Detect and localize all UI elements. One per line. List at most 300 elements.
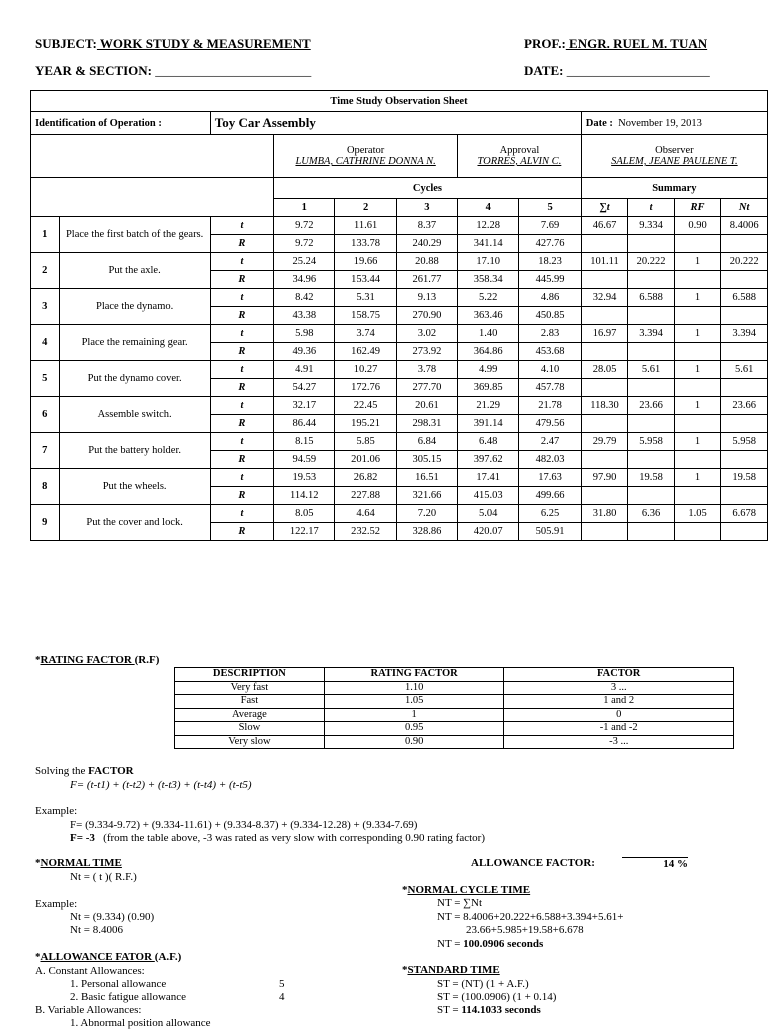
sheet-date-cell	[581, 112, 767, 135]
t-value: 19.66	[335, 253, 396, 271]
r-value: 321.66	[396, 487, 457, 505]
summary-empty	[721, 415, 768, 433]
t-value: 7.69	[519, 217, 581, 235]
solving-label: Solving the	[35, 765, 89, 777]
rf-cell: -3 ...	[504, 735, 734, 749]
rf-cell: 1.10	[324, 681, 504, 695]
factor-result-note: (from the table above, -3 was rated as very slow with corresponding 0.90 rating factor)	[103, 832, 485, 844]
r-value: 277.70	[396, 379, 457, 397]
r-value: 162.49	[335, 343, 396, 361]
observer-name: SALEM, JEANE PAULENE T.	[611, 156, 738, 167]
standard-time-total: 114.1033 seconds	[461, 1004, 541, 1016]
t-value: 2.47	[519, 433, 581, 451]
r-value: 114.12	[274, 487, 335, 505]
rf-cell: Fast	[175, 695, 325, 709]
normal-time-line1: Nt = (9.334) (0.90)	[70, 911, 155, 923]
r-value: 364.86	[458, 343, 519, 361]
summary-value: 28.05	[581, 361, 628, 379]
r-value: 270.90	[396, 307, 457, 325]
rating-title: RATING FACTOR	[40, 654, 135, 666]
summary-value: 19.58	[721, 469, 768, 487]
t-value: 25.24	[274, 253, 335, 271]
r-row-label: R	[210, 451, 273, 469]
approval-cell	[458, 135, 582, 178]
t-value: 8.37	[396, 217, 457, 235]
summary-value: 23.66	[628, 397, 675, 415]
normal-time-example-label: Example:	[35, 898, 78, 910]
rf-cell: Average	[175, 708, 325, 722]
t-value: 21.78	[519, 397, 581, 415]
element-number: 8	[31, 469, 60, 505]
operation-name: Toy Car Assembly	[210, 112, 581, 135]
t-value: 5.04	[458, 505, 519, 523]
element-number: 5	[31, 361, 60, 397]
t-value: 2.83	[519, 325, 581, 343]
r-value: 391.14	[458, 415, 519, 433]
r-row-label: R	[210, 343, 273, 361]
table-row	[31, 433, 768, 451]
normal-time-prefix: *	[35, 857, 41, 869]
rf-header: RATING FACTOR	[324, 668, 504, 682]
t-value: 4.64	[335, 505, 396, 523]
element-description: Put the dynamo cover.	[59, 361, 210, 397]
r-value: 305.15	[396, 451, 457, 469]
r-value: 363.46	[458, 307, 519, 325]
r-row-label: R	[210, 307, 273, 325]
summary-value: 6.36	[628, 505, 675, 523]
summary-value: 3.394	[628, 325, 675, 343]
summary-value: 32.94	[581, 289, 628, 307]
r-value: 457.78	[519, 379, 581, 397]
r-value: 43.38	[274, 307, 335, 325]
summary-empty	[581, 379, 628, 397]
r-row-label: R	[210, 271, 273, 289]
r-value: 415.03	[458, 487, 519, 505]
element-description: Place the dynamo.	[59, 289, 210, 325]
rf-header: DESCRIPTION	[175, 668, 325, 682]
summary-value: 46.67	[581, 217, 628, 235]
rf-cell: Very slow	[175, 735, 325, 749]
summary-label: Summary	[581, 178, 767, 199]
t-value: 8.05	[274, 505, 335, 523]
summary-value: 5.958	[628, 433, 675, 451]
blank-cell	[31, 135, 274, 178]
prof-label: PROF.:	[524, 36, 566, 51]
summary-value: 6.588	[721, 289, 768, 307]
standard-time-line1: ST = (NT) (1 + A.F.)	[437, 978, 529, 990]
rf-cell: Slow	[175, 722, 325, 736]
rf-cell: 3 ...	[504, 681, 734, 695]
rating-factor-table	[174, 667, 734, 749]
summary-value: 101.11	[581, 253, 628, 271]
summary-empty	[581, 523, 628, 541]
t-row-label: t	[210, 253, 273, 271]
table-row	[175, 681, 734, 695]
t-value: 9.13	[396, 289, 457, 307]
element-number: 3	[31, 289, 60, 325]
table-row	[31, 253, 768, 271]
constant-allowances-label: A. Constant Allowances:	[35, 965, 145, 977]
summary-value: 6.588	[628, 289, 675, 307]
r-value: 328.86	[396, 523, 457, 541]
normal-cycle-line4-prefix: NT =	[437, 938, 464, 950]
t-value: 4.99	[458, 361, 519, 379]
normal-cycle-title: NORMAL CYCLE TIME	[407, 884, 531, 896]
solving-bold: FACTOR	[88, 765, 134, 777]
summary-empty	[628, 307, 675, 325]
allowance-item-value: 4	[279, 991, 285, 1003]
t-value: 6.48	[458, 433, 519, 451]
summary-value: 9.334	[628, 217, 675, 235]
rf-cell: 0	[504, 708, 734, 722]
summary-header: Nt	[721, 199, 768, 217]
approval-name: TORRES, ALVIN C.	[477, 156, 562, 167]
rf-cell: 0.95	[324, 722, 504, 736]
r-value: 397.62	[458, 451, 519, 469]
summary-value: 1	[674, 325, 721, 343]
table-row	[175, 708, 734, 722]
summary-value: 31.80	[581, 505, 628, 523]
summary-value: 1	[674, 397, 721, 415]
t-value: 7.20	[396, 505, 457, 523]
normal-time-formula: Nt = ( t )( R.F.)	[70, 871, 137, 883]
approval-label: Approval	[499, 145, 540, 156]
summary-empty	[628, 523, 675, 541]
t-value: 8.15	[274, 433, 335, 451]
year-section-blank: ________________________	[155, 63, 312, 78]
factor-example-label: Example:	[35, 805, 78, 817]
rf-cell: 0.90	[324, 735, 504, 749]
t-row-label: t	[210, 397, 273, 415]
t-value: 20.61	[396, 397, 457, 415]
r-value: 427.76	[519, 235, 581, 253]
sheet-title: Time Study Observation Sheet	[31, 91, 768, 112]
summary-value: 97.90	[581, 469, 628, 487]
table-row	[31, 361, 768, 379]
summary-empty	[674, 271, 721, 289]
allowance-suffix: (A.F.)	[154, 951, 182, 963]
summary-value: 5.61	[628, 361, 675, 379]
rf-header: FACTOR	[504, 668, 734, 682]
summary-empty	[674, 307, 721, 325]
solving-factor-line	[35, 765, 134, 777]
summary-empty	[628, 415, 675, 433]
cycle-number: 1	[274, 199, 335, 217]
t-value: 6.84	[396, 433, 457, 451]
t-value: 10.27	[335, 361, 396, 379]
summary-value: 3.394	[721, 325, 768, 343]
t-value: 4.86	[519, 289, 581, 307]
summary-value: 6.678	[721, 505, 768, 523]
summary-empty	[674, 451, 721, 469]
date-blank: ______________________	[566, 63, 710, 78]
element-description: Put the axle.	[59, 253, 210, 289]
summary-empty	[721, 487, 768, 505]
summary-empty	[721, 343, 768, 361]
normal-cycle-line3: 23.66+5.985+19.58+6.678	[466, 924, 584, 936]
element-number: 6	[31, 397, 60, 433]
allowance-factor-value: 14 %	[622, 857, 688, 870]
r-row-label: R	[210, 487, 273, 505]
subject-label: SUBJECT:	[35, 36, 97, 51]
standard-time-line3	[437, 1004, 541, 1016]
element-description: Put the battery holder.	[59, 433, 210, 469]
r-value: 86.44	[274, 415, 335, 433]
summary-empty	[628, 235, 675, 253]
summary-empty	[628, 451, 675, 469]
blank-cell	[31, 178, 274, 217]
summary-value: 0.90	[674, 217, 721, 235]
summary-value: 16.97	[581, 325, 628, 343]
summary-empty	[721, 523, 768, 541]
summary-header: ∑t	[581, 199, 628, 217]
standard-time-line2: ST = (100.0906) (1 + 0.14)	[437, 991, 557, 1003]
r-value: 133.78	[335, 235, 396, 253]
year-section-label: YEAR & SECTION:	[35, 63, 153, 78]
observation-rows	[31, 217, 768, 541]
rf-cell: 1	[324, 708, 504, 722]
observer-cell	[581, 135, 767, 178]
normal-cycle-prefix: *	[402, 884, 408, 896]
summary-empty	[674, 235, 721, 253]
r-row-label: R	[210, 523, 273, 541]
r-row-label: R	[210, 379, 273, 397]
rf-cell: Very fast	[175, 681, 325, 695]
r-value: 195.21	[335, 415, 396, 433]
rf-cell: 1 and 2	[504, 695, 734, 709]
element-description: Place the remaining gear.	[59, 325, 210, 361]
table-row	[31, 217, 768, 235]
normal-cycle-heading	[402, 884, 530, 896]
t-value: 3.78	[396, 361, 457, 379]
t-row-label: t	[210, 325, 273, 343]
rating-rows	[175, 681, 734, 749]
t-value: 9.72	[274, 217, 335, 235]
summary-value: 19.58	[628, 469, 675, 487]
rating-prefix: *	[35, 654, 41, 666]
summary-value: 23.66	[721, 397, 768, 415]
operator-label: Operator	[346, 145, 385, 156]
r-value: 232.52	[335, 523, 396, 541]
t-value: 16.51	[396, 469, 457, 487]
r-value: 453.68	[519, 343, 581, 361]
prof-line	[524, 36, 707, 52]
summary-header: t	[628, 199, 675, 217]
summary-empty	[581, 451, 628, 469]
t-value: 17.41	[458, 469, 519, 487]
factor-example-line: F= (9.334-9.72) + (9.334-11.61) + (9.334-8.37) + (9.334-12.28) + (9.334-7.69)	[70, 819, 418, 831]
element-number: 2	[31, 253, 60, 289]
summary-empty	[721, 235, 768, 253]
t-value: 4.91	[274, 361, 335, 379]
element-number: 4	[31, 325, 60, 361]
r-value: 9.72	[274, 235, 335, 253]
t-value: 26.82	[335, 469, 396, 487]
r-value: 479.56	[519, 415, 581, 433]
operator-cell	[274, 135, 458, 178]
standard-time-title: STANDARD TIME	[407, 964, 500, 976]
t-row-label: t	[210, 361, 273, 379]
table-row	[31, 289, 768, 307]
r-value: 369.85	[458, 379, 519, 397]
date-line	[524, 63, 710, 79]
factor-result: F= -3	[70, 832, 95, 844]
r-value: 201.06	[335, 451, 396, 469]
cycle-number: 2	[335, 199, 396, 217]
r-value: 240.29	[396, 235, 457, 253]
table-row	[175, 695, 734, 709]
allowance-item-value: 5	[279, 978, 285, 990]
r-value: 499.66	[519, 487, 581, 505]
t-value: 20.88	[396, 253, 457, 271]
t-row-label: t	[210, 505, 273, 523]
cycles-label: Cycles	[274, 178, 582, 199]
normal-time-title: NORMAL TIME	[40, 857, 122, 869]
r-value: 273.92	[396, 343, 457, 361]
standard-time-line3-prefix: ST =	[437, 1004, 462, 1016]
normal-time-line2: Nt = 8.4006	[70, 924, 123, 936]
summary-value: 29.79	[581, 433, 628, 451]
summary-empty	[628, 487, 675, 505]
rating-suffix: (R.F)	[134, 654, 160, 666]
summary-value: 1	[674, 289, 721, 307]
t-value: 3.02	[396, 325, 457, 343]
operator-name: LUMBA, CATHRINE DONNA N.	[295, 156, 436, 167]
t-value: 12.28	[458, 217, 519, 235]
r-row-label: R	[210, 415, 273, 433]
cycle-number: 5	[519, 199, 581, 217]
t-value: 19.53	[274, 469, 335, 487]
r-value: 54.27	[274, 379, 335, 397]
observer-label: Observer	[655, 145, 694, 156]
subject-value: WORK STUDY & MEASUREMENT	[96, 36, 311, 51]
rf-cell: 1.05	[324, 695, 504, 709]
table-row	[31, 325, 768, 343]
element-description: Assemble switch.	[59, 397, 210, 433]
summary-empty	[628, 271, 675, 289]
operation-id-label: Identification of Operation :	[31, 112, 211, 135]
r-value: 153.44	[335, 271, 396, 289]
r-value: 122.17	[274, 523, 335, 541]
summary-value: 1	[674, 433, 721, 451]
t-value: 6.25	[519, 505, 581, 523]
element-number: 9	[31, 505, 60, 541]
summary-empty	[721, 379, 768, 397]
sheet-date-value: November 19, 2013	[618, 117, 702, 129]
r-value: 505.91	[519, 523, 581, 541]
rf-cell: -1 and -2	[504, 722, 734, 736]
factor-formula: F= (t-t1) + (t-t2) + (t-t3) + (t-t4) + (t-t5)	[70, 779, 252, 791]
table-row	[31, 505, 768, 523]
t-value: 5.22	[458, 289, 519, 307]
summary-value: 1	[674, 361, 721, 379]
t-value: 18.23	[519, 253, 581, 271]
summary-empty	[628, 379, 675, 397]
summary-empty	[721, 451, 768, 469]
cycle-number: 4	[458, 199, 519, 217]
r-value: 158.75	[335, 307, 396, 325]
t-value: 5.31	[335, 289, 396, 307]
r-value: 420.07	[458, 523, 519, 541]
r-value: 227.88	[335, 487, 396, 505]
summary-empty	[721, 307, 768, 325]
summary-empty	[581, 235, 628, 253]
t-value: 17.63	[519, 469, 581, 487]
variable-allowance-item: 1. Abnormal position allowance	[70, 1017, 211, 1029]
t-value: 4.10	[519, 361, 581, 379]
year-section-line	[35, 63, 311, 79]
allowance-heading	[35, 951, 181, 963]
allowance-prefix: *	[35, 951, 41, 963]
r-value: 450.85	[519, 307, 581, 325]
cycle-number: 3	[396, 199, 457, 217]
summary-value: 1.05	[674, 505, 721, 523]
summary-value: 1	[674, 469, 721, 487]
summary-empty	[581, 343, 628, 361]
t-row-label: t	[210, 289, 273, 307]
r-value: 358.34	[458, 271, 519, 289]
table-row	[31, 397, 768, 415]
t-value: 1.40	[458, 325, 519, 343]
summary-empty	[674, 343, 721, 361]
date-label: DATE:	[524, 63, 564, 78]
sheet-date-label: Date :	[585, 117, 613, 129]
r-value: 341.14	[458, 235, 519, 253]
summary-empty	[674, 415, 721, 433]
summary-value: 20.222	[721, 253, 768, 271]
element-number: 7	[31, 433, 60, 469]
t-value: 22.45	[335, 397, 396, 415]
variable-allowances-label: B. Variable Allowances:	[35, 1004, 142, 1016]
summary-empty	[581, 415, 628, 433]
allowance-title: ALLOWANCE FATOR	[40, 951, 155, 963]
normal-time-heading	[35, 857, 122, 869]
summary-value: 20.222	[628, 253, 675, 271]
standard-time-prefix: *	[402, 964, 408, 976]
rating-factor-heading	[35, 654, 159, 666]
summary-empty	[674, 487, 721, 505]
r-value: 445.99	[519, 271, 581, 289]
summary-empty	[721, 271, 768, 289]
r-value: 49.36	[274, 343, 335, 361]
t-value: 21.29	[458, 397, 519, 415]
t-value: 5.98	[274, 325, 335, 343]
summary-empty	[674, 379, 721, 397]
factor-result-line	[70, 832, 485, 844]
t-value: 32.17	[274, 397, 335, 415]
normal-cycle-line2: NT = 8.4006+20.222+6.588+3.394+5.61+	[437, 911, 624, 923]
normal-cycle-total: 100.0906 seconds	[463, 938, 544, 950]
allowance-factor-label: ALLOWANCE FACTOR:	[471, 857, 595, 869]
allowance-item-label: 2. Basic fatigue allowance	[70, 991, 187, 1003]
t-value: 17.10	[458, 253, 519, 271]
summary-value: 1	[674, 253, 721, 271]
r-value: 34.96	[274, 271, 335, 289]
table-row	[175, 722, 734, 736]
r-value: 94.59	[274, 451, 335, 469]
r-value: 482.03	[519, 451, 581, 469]
t-value: 11.61	[335, 217, 396, 235]
t-value: 8.42	[274, 289, 335, 307]
r-value: 261.77	[396, 271, 457, 289]
summary-empty	[581, 307, 628, 325]
prof-value: ENGR. RUEL M. TUAN	[565, 36, 708, 51]
summary-empty	[581, 487, 628, 505]
element-description: Put the cover and lock.	[59, 505, 210, 541]
t-row-label: t	[210, 433, 273, 451]
t-value: 3.74	[335, 325, 396, 343]
time-study-observation-table	[30, 90, 768, 541]
